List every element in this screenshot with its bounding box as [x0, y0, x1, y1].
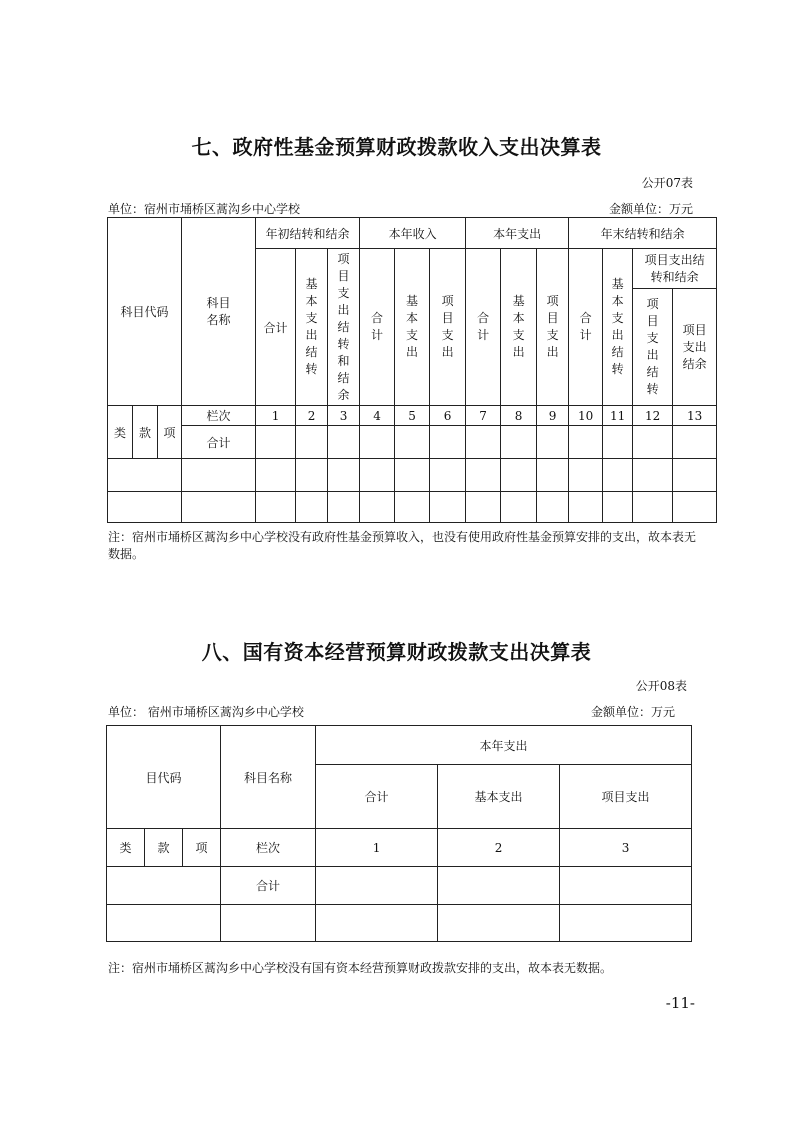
expense-basic-header: 基 本 支 出 [501, 249, 537, 406]
col-num: 2 [438, 829, 560, 867]
xiang-label: 项 [183, 829, 221, 867]
col-num: 10 [569, 406, 603, 426]
expense-header: 本年支出 [316, 726, 692, 765]
basic-expense-header: 基本支出 [438, 765, 560, 829]
table-row [108, 426, 717, 459]
table-row [107, 905, 692, 942]
project-expense-header: 项目支出 [560, 765, 692, 829]
income-project-header: 项 目 支 出 [430, 249, 466, 406]
col-num: 1 [316, 829, 438, 867]
col-num: 4 [360, 406, 395, 426]
col-num: 3 [560, 829, 692, 867]
col-num: 6 [430, 406, 466, 426]
end-project-carry-header: 项 目 支 出 结 转 [633, 289, 673, 406]
total-label: 合计 [182, 426, 256, 459]
table7-amount-unit: 金额单位：万元 [608, 202, 693, 216]
lei-label: 类 [108, 406, 133, 459]
income-total-header: 合 计 [360, 249, 395, 406]
table8-amount-unit: 金额单位：万元 [590, 705, 675, 719]
subject-code-header: 目代码 [107, 726, 221, 829]
table-row [108, 459, 717, 492]
end-total-header: 合 计 [569, 249, 603, 406]
total-label: 合计 [221, 867, 316, 905]
expense-project-header: 项 目 支 出 [537, 249, 569, 406]
begin-basic-header: 基 本 支 出 结 转 [296, 249, 328, 406]
col-num: 5 [395, 406, 430, 426]
total-header: 合计 [316, 765, 438, 829]
table8 [106, 725, 692, 942]
subject-code-header: 科目代码 [108, 218, 182, 406]
expense-header: 本年支出 [466, 218, 569, 249]
table7-title: 七、政府性基金预算财政拨款收入支出决算表 [191, 135, 602, 159]
col-num: 3 [328, 406, 360, 426]
table8-number: 公开08表 [635, 679, 687, 693]
end-project-group-header: 项目支出结 转和结余 [633, 249, 717, 289]
col-num: 13 [673, 406, 717, 426]
subject-name-header: 科目 名称 [182, 218, 256, 406]
table-row [108, 492, 717, 523]
col-num: 9 [537, 406, 569, 426]
income-header: 本年收入 [360, 218, 466, 249]
col-num: 1 [256, 406, 296, 426]
subject-name-header: 科目名称 [221, 726, 316, 829]
col-num: 11 [603, 406, 633, 426]
end-basic-header: 基 本 支 出 结 转 [603, 249, 633, 406]
table8-unit: 单位： 宿州市埇桥区蒿沟乡中心学校 [108, 705, 304, 719]
end-balance-header: 年末结转和结余 [569, 218, 717, 249]
table-row [107, 867, 692, 905]
lanci-label: 栏次 [221, 829, 316, 867]
table7-note: 注：宿州市埇桥区蒿沟乡中心学校没有政府性基金预算收入，也没有使用政府性基金预算安排的支出，故本表无数据。 [108, 530, 697, 561]
expense-total-header: 合 计 [466, 249, 501, 406]
income-basic-header: 基 本 支 出 [395, 249, 430, 406]
table8-title: 八、国有资本经营预算财政拨款支出决算表 [201, 640, 592, 664]
col-num: 8 [501, 406, 537, 426]
table7-number: 公开07表 [641, 176, 693, 190]
table7 [107, 217, 717, 523]
begin-project-header: 项 目 支 出 结 转 和 结 余 [328, 249, 360, 406]
kuan-label: 款 [133, 406, 158, 459]
col-num: 2 [296, 406, 328, 426]
end-project-balance-header: 项目 支出 结余 [673, 289, 717, 406]
col-num: 12 [633, 406, 673, 426]
begin-total-header: 合计 [256, 249, 296, 406]
col-num: 7 [466, 406, 501, 426]
page-number: -11- [665, 994, 695, 1012]
kuan-label: 款 [145, 829, 183, 867]
table7-unit: 单位：宿州市埇桥区蒿沟乡中心学校 [108, 202, 301, 216]
lanci-label: 栏次 [182, 406, 256, 426]
xiang-label: 项 [158, 406, 182, 459]
lei-label: 类 [107, 829, 145, 867]
begin-balance-header: 年初结转和结余 [256, 218, 360, 249]
table8-note: 注：宿州市埇桥区蒿沟乡中心学校没有国有资本经营预算财政拨款安排的支出，故本表无数据。 [108, 961, 613, 975]
